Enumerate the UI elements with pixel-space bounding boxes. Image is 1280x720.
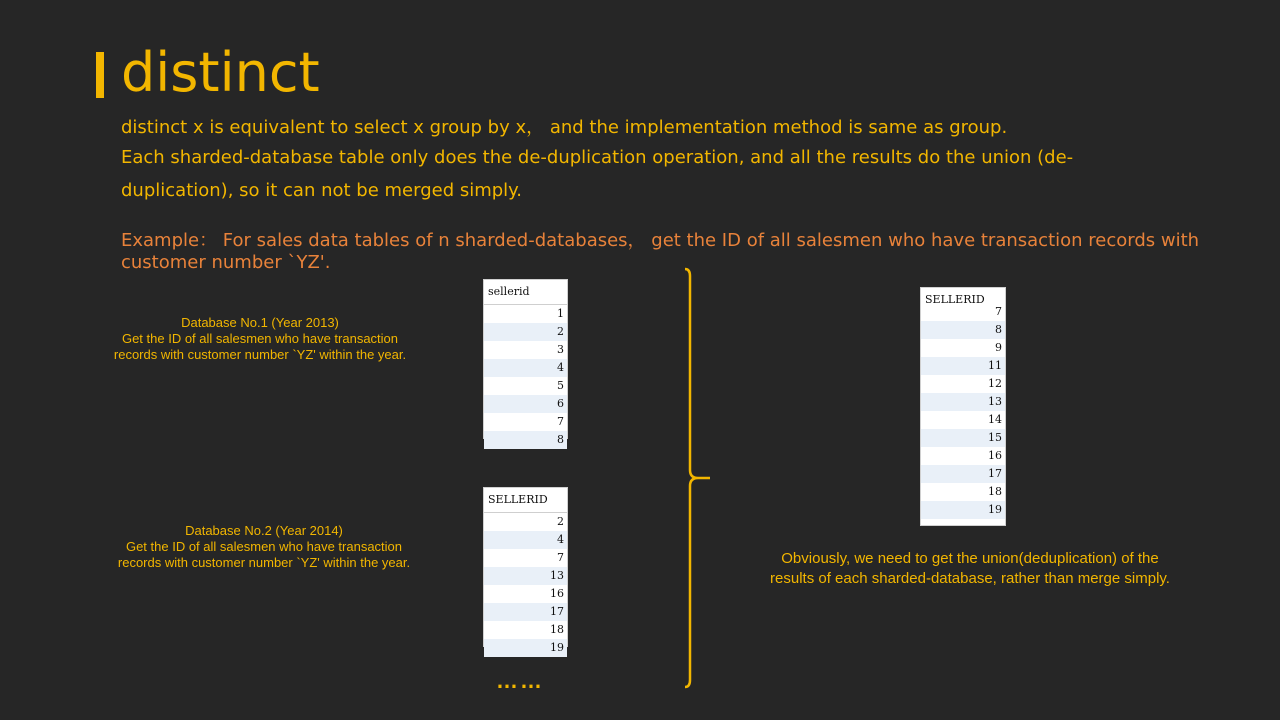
table-row: 7 <box>484 549 567 567</box>
table-row: 16 <box>484 585 567 603</box>
conclusion-line2: results of each sharded-database, rather than merge simply. <box>770 570 1170 587</box>
table-row: 13 <box>921 393 1005 411</box>
table-row: 19 <box>484 639 567 657</box>
conclusion-line1: Obviously, we need to get the union(deduplication) of the <box>781 550 1159 567</box>
table-row: 7 <box>484 413 567 431</box>
title-accent-bar <box>96 52 104 98</box>
table-row: 8 <box>484 431 567 449</box>
table-row: 1 <box>484 305 567 323</box>
table-row: 7 <box>921 303 1005 321</box>
db2-line3: records with customer number `YZ' within the year. <box>117 555 411 570</box>
example-text: Example： For sales data tables of n sharded-databases， get the ID of all salesmen who have transaction records with customer number `YZ'. <box>121 230 1200 273</box>
paragraph-3: duplication), so it can not be merged simply. <box>121 180 522 201</box>
slide-title: distinct <box>121 41 320 104</box>
table-row: 5 <box>484 377 567 395</box>
table-row: 11 <box>921 357 1005 375</box>
table-row: 12 <box>921 375 1005 393</box>
paragraph-1: distinct x is equivalent to select x group by x， and the implementation method is same as group. <box>121 117 1008 138</box>
union-result-table <box>920 287 1006 526</box>
db1-column-header: sellerid <box>484 280 567 305</box>
db2-description <box>84 523 444 571</box>
table-row: 16 <box>921 447 1005 465</box>
db1-title: Database No.1 (Year 2013) <box>181 315 339 330</box>
table-row: 9 <box>921 339 1005 357</box>
table-row: 17 <box>921 465 1005 483</box>
table-row: 4 <box>484 359 567 377</box>
table-row: 6 <box>484 395 567 413</box>
table-row: 19 <box>921 501 1005 519</box>
table-row: 14 <box>921 411 1005 429</box>
table-row: 2 <box>484 513 567 531</box>
db2-column-header: SELLERID <box>484 488 567 513</box>
db2-line2: Get the ID of all salesmen who have transaction <box>125 539 403 554</box>
table-row: 15 <box>921 429 1005 447</box>
db1-result-table <box>483 279 568 446</box>
db1-line3: records with customer number `YZ' within the year. <box>113 347 407 362</box>
table-row: 17 <box>484 603 567 621</box>
table-row: 2 <box>484 323 567 341</box>
table-row: 18 <box>921 483 1005 501</box>
union-brace-icon <box>680 266 720 690</box>
table-row: 13 <box>484 567 567 585</box>
table-row: 18 <box>484 621 567 639</box>
table-row: 3 <box>484 341 567 359</box>
table-row: 4 <box>484 531 567 549</box>
db1-description <box>80 315 440 363</box>
paragraph-2: Each sharded-database table only does the de-duplication operation, and all the results do the union (de- <box>121 147 1074 168</box>
result-column-header: SELLERID <box>921 288 1005 313</box>
table-row: 8 <box>921 321 1005 339</box>
more-databases-ellipsis: …… <box>496 668 544 693</box>
db1-line2: Get the ID of all salesmen who have transaction <box>121 331 399 346</box>
db2-result-table <box>483 487 568 654</box>
db2-title: Database No.2 (Year 2014) <box>185 523 343 538</box>
conclusion-text <box>740 549 1200 589</box>
